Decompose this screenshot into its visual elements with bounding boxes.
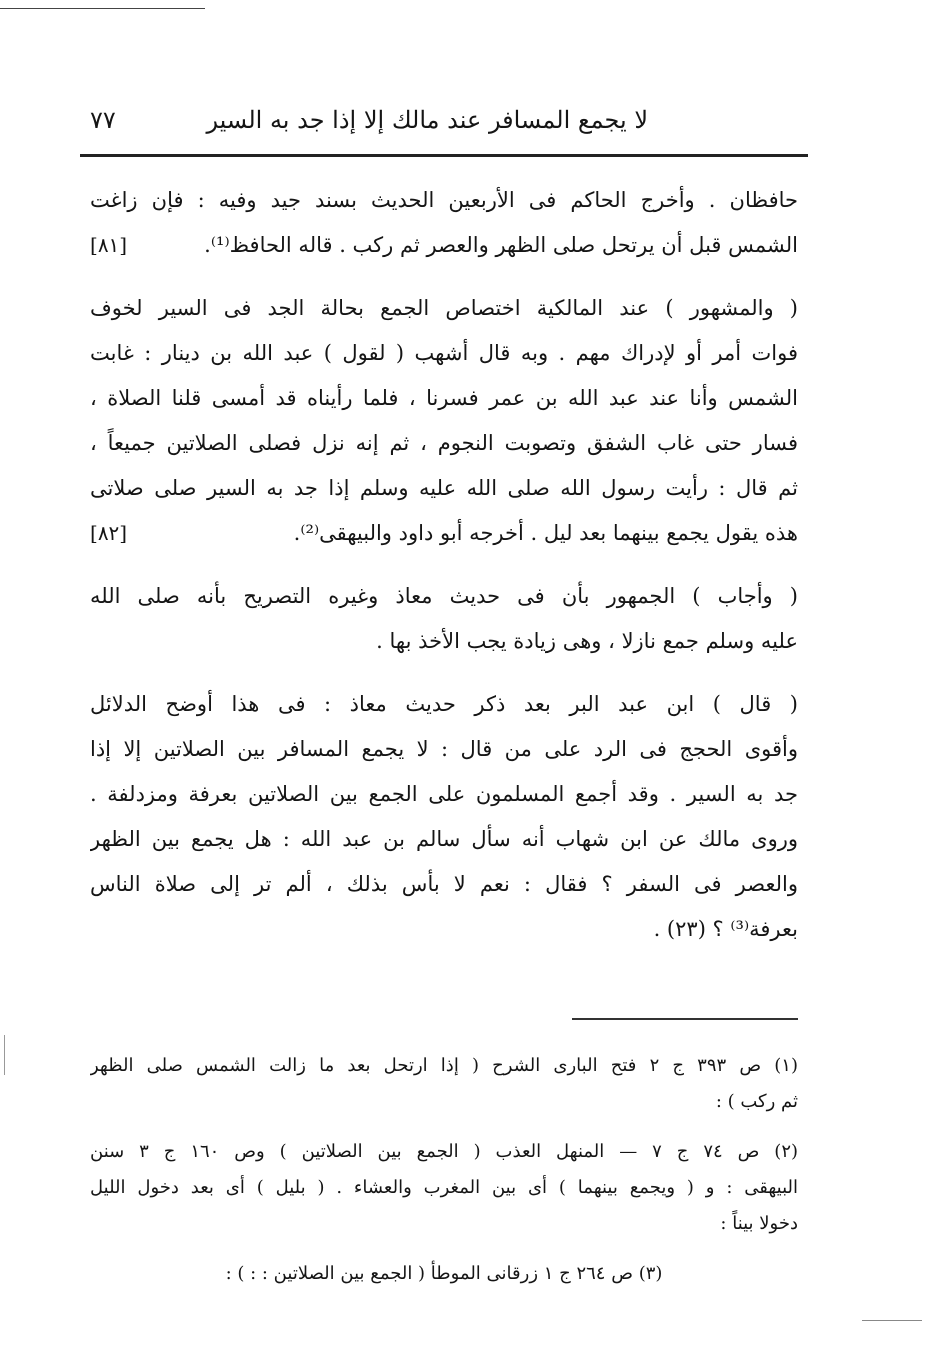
footnote-line: (٢) ص ٧٤ ج ٧ — المنهل العذب ( الجمع بين الصلاتين ) وص ١٦٠ ج ٣ سنن bbox=[90, 1141, 798, 1162]
paragraph-3 bbox=[90, 574, 798, 664]
footnote-separator bbox=[572, 1018, 798, 1020]
text-line: والعصر فى السفر ؟ فقال : نعم لا بأس بذلك ، ألم تر إلى صلاة الناس bbox=[90, 872, 798, 896]
footnotes bbox=[90, 1048, 798, 1306]
footnote-line: ثم ركب ) : bbox=[715, 1091, 798, 1112]
footnote-line: (٣) ص ٢٦٤ ج ١ زرقانى الموطأ ( الجمع بين الصلاتين : : ) : bbox=[225, 1263, 663, 1284]
text-line: ( وأجاب ) الجمهور بأن فى حديث معاذ وغيره التصريح بأنه صلى الله bbox=[90, 584, 798, 608]
footnote-line: (١) ص ٣٩٣ ج ٢ فتح البارى الشرح ( إذا ارتحل بعد ما زالت الشمس صلى الظهر bbox=[90, 1055, 798, 1076]
header-rule bbox=[80, 154, 808, 157]
footnote-1 bbox=[90, 1048, 798, 1120]
hadith-number: [٨١] bbox=[90, 233, 128, 257]
text-line bbox=[90, 223, 798, 268]
footnote-3 bbox=[90, 1256, 798, 1292]
text-line: ( والمشهور ) عند المالكية اختصاص الجمع بحالة الجد فى السير لخوف bbox=[90, 296, 798, 320]
text-line: حافظان . وأخرج الحاكم فى الأربعين الحديث بسند جيد وفيه : فإن زاغت bbox=[90, 188, 798, 212]
text-line-content: هذه يقول يجمع بينهما بعد ليل . أخرجه أبو داود والبيهقى⁽²⁾. bbox=[293, 521, 798, 545]
text-line: بعرفة⁽³⁾ ؟ (٢٣) . bbox=[653, 917, 798, 941]
text-line: وروى مالك عن ابن شهاب أنه سأل سالم بن عبد الله : هل يجمع بين الظهر bbox=[90, 827, 798, 851]
text-line: ( قال ) ابن عبد البر بعد ذكر حديث معاذ : فى هذا أوضح الدلائل bbox=[90, 692, 798, 716]
text-line: فوات أمر أو لإدراك مهم . وبه قال أشهب ( لقول ) عبد الله بن دينار : غابت bbox=[90, 341, 798, 365]
text-line: وأقوى الحجج فى الرد على من قال : لا يجمع المسافر بين الصلاتين إلا إذا bbox=[90, 737, 798, 761]
text-line: ثم قال : رأيت رسول الله صلى الله عليه وسلم إذا جد به السير صلى صلاتى bbox=[90, 476, 798, 500]
scan-edge-line-bottom bbox=[862, 1320, 922, 1321]
page-header bbox=[80, 102, 808, 146]
paragraph-4 bbox=[90, 682, 798, 952]
text-line-content: الشمس قبل أن يرتحل صلى الظهر والعصر ثم ركب . قاله الحافظ⁽¹⁾. bbox=[204, 233, 798, 257]
text-line: فسار حتى غاب الشفق وتصوبت النجوم ، ثم إنه نزل فصلى الصلاتين جميعاً ، bbox=[90, 431, 798, 455]
scan-edge-mark bbox=[4, 1035, 5, 1075]
text-line: عليه وسلم جمع نازلا ، وهى زيادة يجب الأخذ بها . bbox=[376, 629, 798, 653]
paragraph-2 bbox=[90, 286, 798, 556]
main-text bbox=[90, 178, 798, 970]
text-line: الشمس وأنا عند عبد الله بن عمر فسرنا ، فلما رأيناه قد أمسى قلنا الصلاة ، bbox=[90, 386, 798, 410]
hadith-number: [٨٢] bbox=[90, 521, 128, 545]
page-number: ٧٧ bbox=[90, 106, 116, 134]
paragraph-1 bbox=[90, 178, 798, 268]
scan-edge-line bbox=[0, 8, 205, 9]
text-line bbox=[90, 511, 798, 556]
footnote-line: دخولا بيناً : bbox=[720, 1213, 798, 1234]
footnote-line: البيهقى : و ( ويجمع بينهما ) أى بين المغرب والعشاء . ( بليل ) أى بعد دخول الليل bbox=[90, 1177, 798, 1198]
text-line: جد به السير . وقد أجمع المسلمون على الجمع بين الصلاتين بعرفة ومزدلفة . bbox=[90, 782, 798, 806]
running-title: لا يجمع المسافر عند مالك إلا إذا جد به السير bbox=[206, 106, 648, 134]
footnote-2 bbox=[90, 1134, 798, 1242]
